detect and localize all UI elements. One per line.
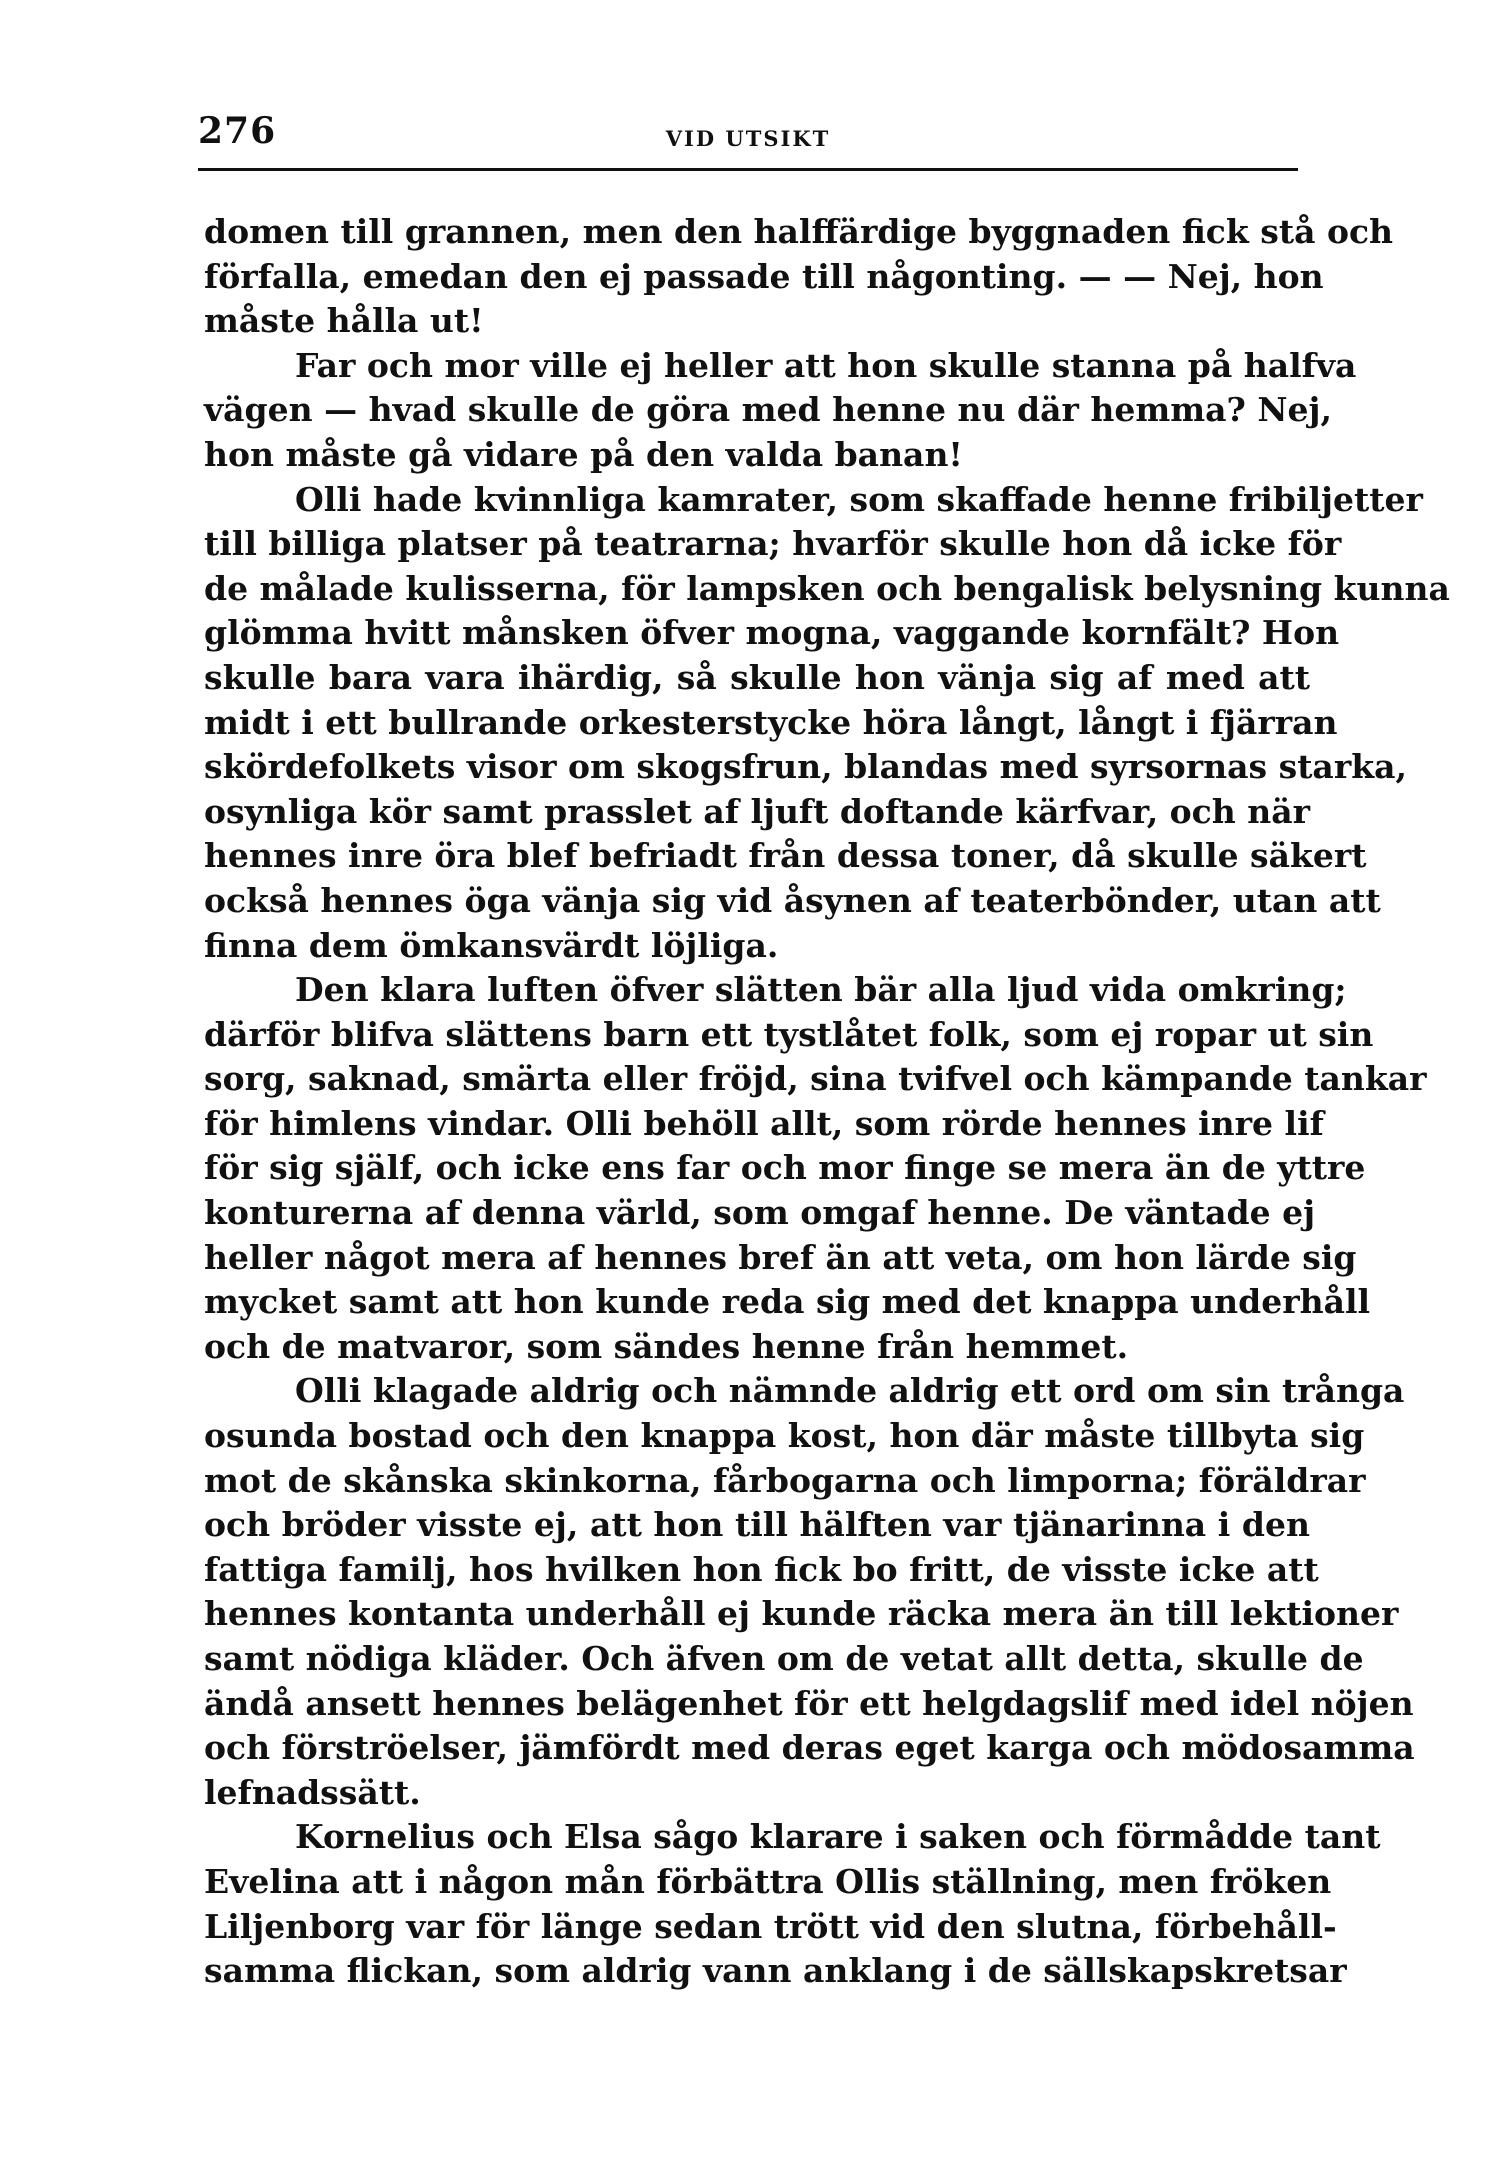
text-line: finna dem ömkansvärdt löjliga. [204, 925, 779, 965]
text-line: glömma hvitt månsken öfver mogna, vaggande kornfält? Hon [204, 613, 1340, 653]
text-line: hennes inre öra blef befriadt från dessa toner, då skulle säkert [204, 836, 1367, 876]
text-line: Den klara luften öfver slätten bär alla ljud vida omkring; [295, 970, 1347, 1010]
text-line: lefnadssätt. [204, 1772, 421, 1812]
text-line: Far och mor ville ej heller att hon skulle stanna på halfva [295, 345, 1357, 385]
text-line: Olli hade kvinnliga kamrater, som skaffade henne fribiljetter [295, 479, 1423, 519]
text-line: hennes kontanta underhåll ej kunde räcka mera än till lektioner [204, 1594, 1399, 1634]
text-line: vägen — hvad skulle de göra med henne nu där hemma? Nej, [204, 390, 1332, 430]
text-line: konturerna af denna värld, som omgaf henne. De väntade ej [204, 1193, 1316, 1233]
text-line: skulle bara vara ihärdig, så skulle hon vänja sig af med att [204, 657, 1310, 697]
text-line: och bröder visste ej, att hon till hälften var tjänarinna i den [204, 1505, 1310, 1545]
text-line: skördefolkets visor om skogsfrun, blandas med syrsornas starka, [204, 747, 1407, 787]
text-line: mot de skånska skinkorna, fårbogarna och limporna; föräldrar [204, 1460, 1366, 1500]
text-line: till billiga platser på teatrarna; hvarför skulle hon då icke för [204, 524, 1342, 564]
text-line: osunda bostad och den knappa kost, hon där måste tillbyta sig [204, 1416, 1365, 1456]
page-number: 276 [198, 110, 277, 152]
body-text [204, 210, 1450, 1994]
text-line: sorg, saknad, smärta eller fröjd, sina tvifvel och kämpande tankar [204, 1059, 1427, 1099]
running-title: VID UTSIKT [665, 126, 831, 151]
header-rule [198, 168, 1298, 171]
text-line: Olli klagade aldrig och nämnde aldrig ett ord om sin trånga [295, 1371, 1405, 1411]
text-line: domen till grannen, men den halffärdige byggnaden fick stå och [204, 212, 1394, 251]
text-line: samt nödiga kläder. Och äfven om de vetat allt detta, skulle de [204, 1639, 1364, 1678]
text-line: mycket samt att hon kunde reda sig med det knappa underhåll [204, 1282, 1371, 1322]
text-line: Evelina att i någon mån förbättra Ollis ställning, men fröken [204, 1861, 1332, 1901]
text-line: Kornelius och Elsa sågo klarare i saken och förmådde tant [295, 1817, 1381, 1857]
text-line: för sig själf, och icke ens far och mor finge se mera än de yttre [204, 1148, 1366, 1188]
text-line: osynliga kör samt prasslet af ljuft doftande kärfvar, och när [204, 791, 1311, 831]
text-line: fattiga familj, hos hvilken hon fick bo fritt, de visste icke att [204, 1549, 1319, 1589]
page-header [198, 110, 1298, 170]
text-line: och förströelser, jämfördt med deras eget karga och mödosamma [204, 1728, 1415, 1768]
text-line: heller något mera af hennes bref än att veta, om hon lärde sig [204, 1237, 1357, 1277]
text-line: och de matvaror, som sändes henne från hemmet. [204, 1326, 1129, 1366]
text-line: midt i ett bullrande orkesterstycke höra långt, långt i fjärran [204, 702, 1338, 742]
text-line: de målade kulisserna, för lampsken och bengalisk belysning kunna [204, 568, 1450, 608]
text-line: också hennes öga vänja sig vid åsynen af teaterbönder, utan att [204, 880, 1381, 920]
text-line: förfalla, emedan den ej passade till någonting. — — Nej, hon [204, 256, 1324, 296]
text-line: hon måste gå vidare på den valda banan! [204, 434, 963, 474]
text-line: samma flickan, som aldrig vann anklang i de sällskapskretsar [204, 1951, 1347, 1991]
text-line: måste hålla ut! [204, 301, 484, 341]
text-line: för himlens vindar. Olli behöll allt, som rörde hennes inre lif [204, 1103, 1324, 1143]
text-line: därför blifva slättens barn ett tystlåtet folk, som ej ropar ut sin [204, 1014, 1374, 1054]
text-line: Liljenborg var för länge sedan trött vid den slutna, förbehåll- [204, 1906, 1337, 1946]
text-line: ändå ansett hennes belägenhet för ett helgdagslif med idel nöjen [204, 1683, 1414, 1723]
